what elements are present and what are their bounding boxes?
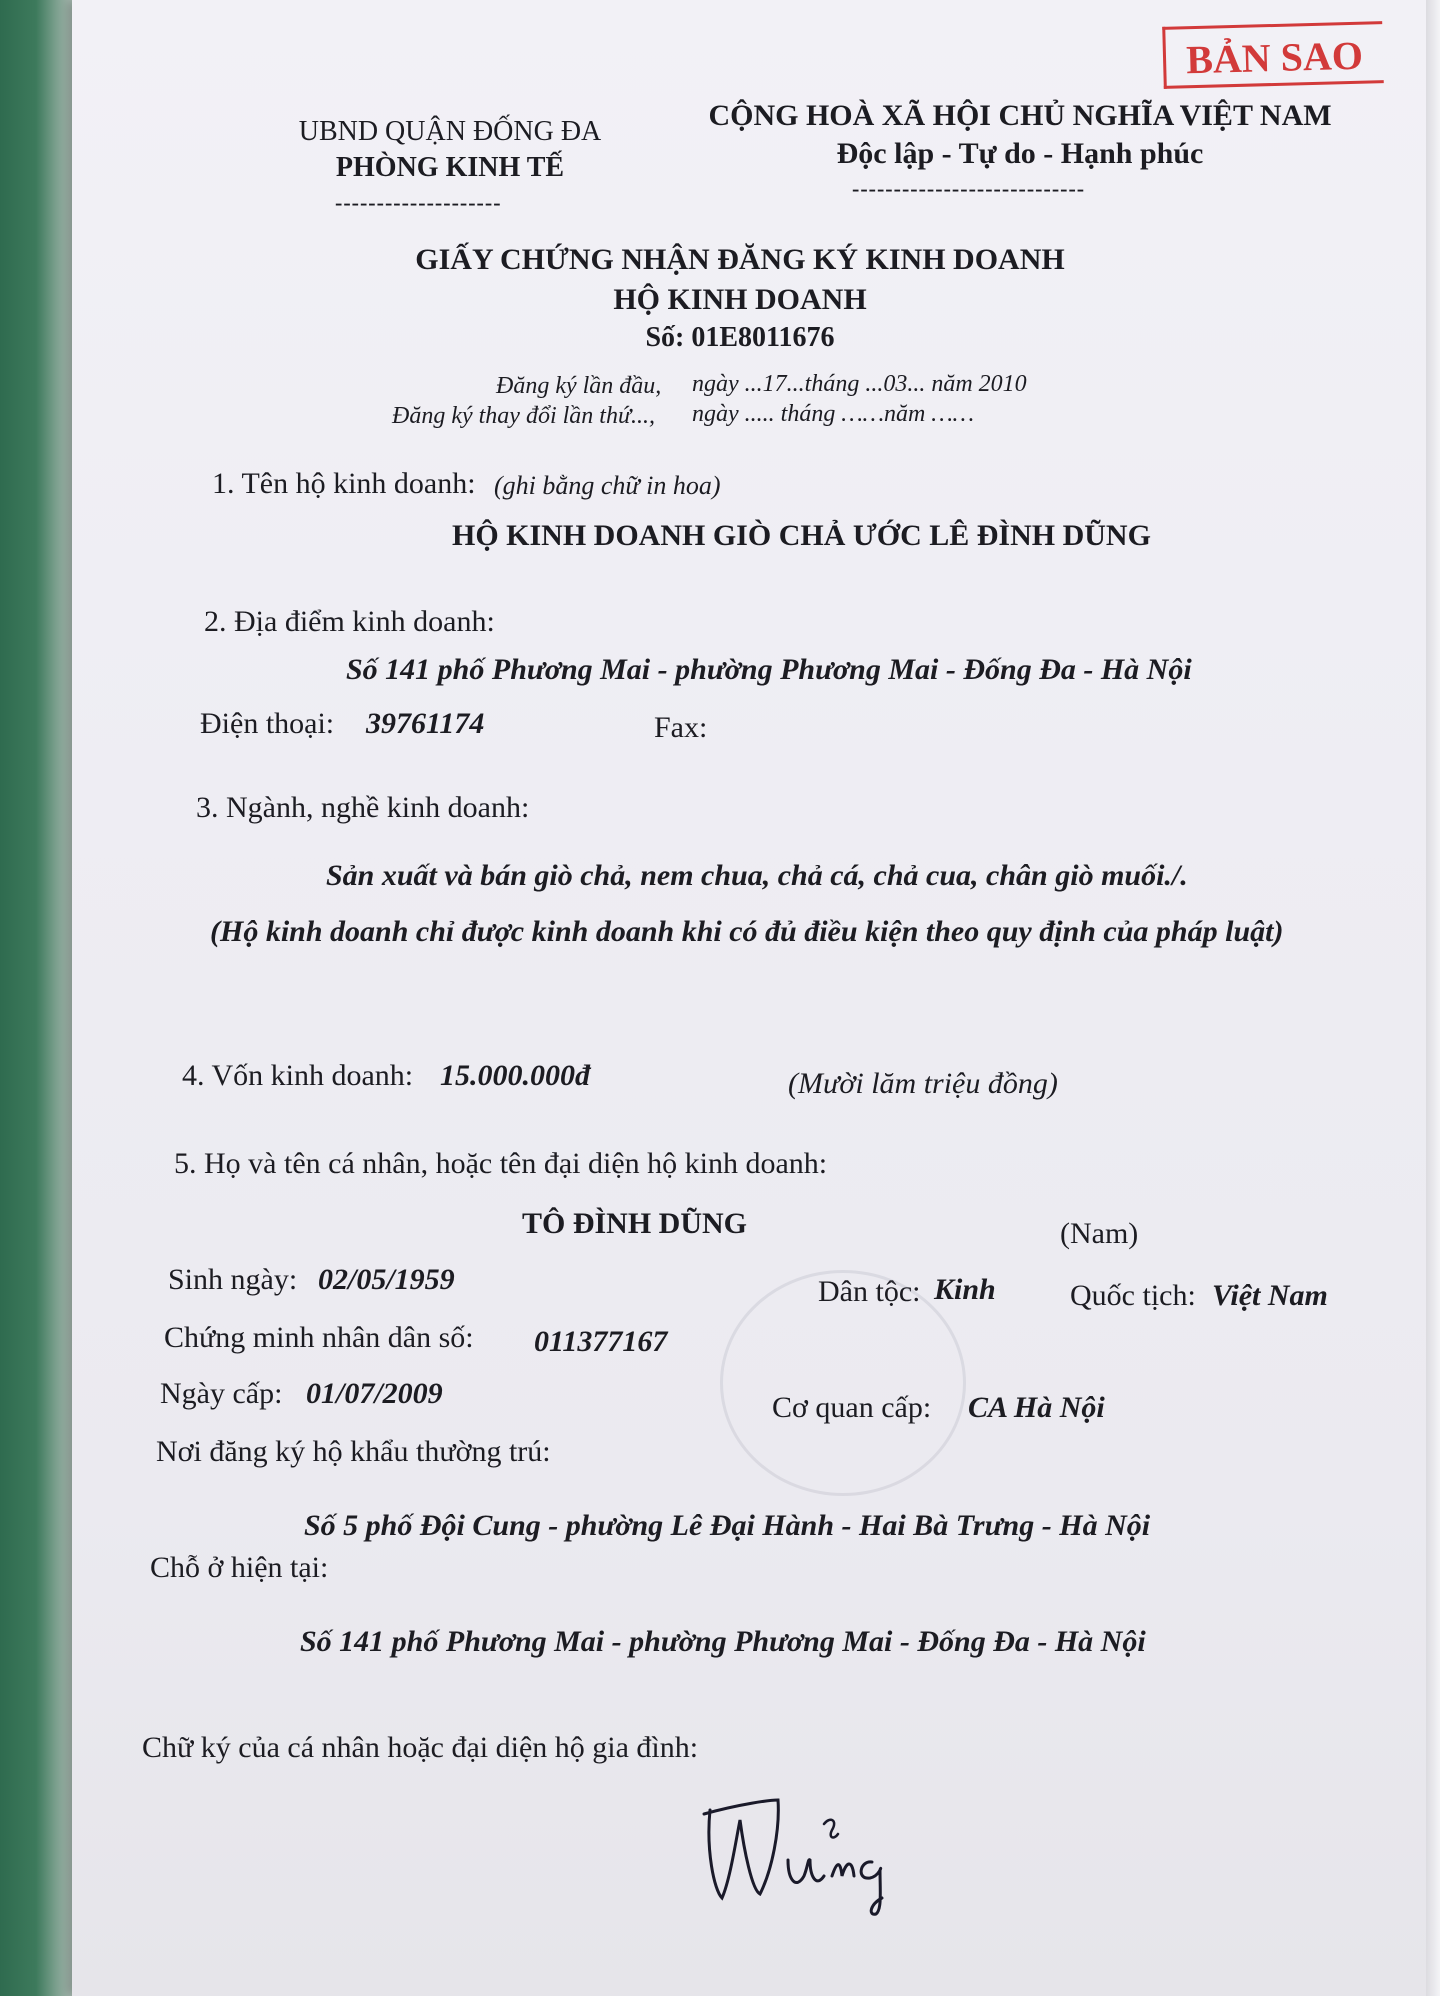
first-registration-date: ngày ...17...tháng ...03... năm 2010 [692,371,1027,397]
change-registration-date: ngày ..... tháng ……năm …… [692,401,975,427]
signature-label: Chữ ký của cá nhân hoặc đại diện hộ gia đình: [142,1731,699,1764]
business-line-value: Sản xuất và bán giò chả, nem chua, chả cá, chả cua, chân giò muối./. [326,859,1188,892]
business-location-label: 2. Địa điểm kinh doanh: [204,605,495,638]
current-address-value: Số 141 phố Phương Mai - phường Phương Mai - Đống Đa - Hà Nội [300,1625,1146,1658]
header-motto: Độc lập - Tự do - Hạnh phúc [836,137,1204,170]
current-address-label: Chỗ ở hiện tại: [150,1551,329,1584]
nationality-value: Việt Nam [1212,1279,1328,1312]
business-address: Số 141 phố Phương Mai - phường Phương Mai - Đống Đa - Hà Nội [346,653,1192,686]
first-registration-label: Đăng ký lần đầu, [496,373,662,399]
id-label: Chứng minh nhân dân số: [164,1321,474,1354]
phone-label: Điện thoại: [200,707,335,740]
residence-value: Số 5 phố Đội Cung - phường Lê Đại Hành - Hai Bà Trưng - Hà Nội [304,1509,1151,1542]
business-name-value: HỘ KINH DOANH GIÒ CHẢ ƯỚC LÊ ĐÌNH DŨNG [452,519,1151,552]
issue-date-value: 01/07/2009 [306,1377,443,1410]
header-org: UBND QUẬN ĐỐNG ĐA [298,116,602,147]
page-edge [1426,0,1440,1996]
header-country: CỘNG HOÀ XÃ HỘI CHỦ NGHĨA VIỆT NAM [708,99,1332,132]
capital-value: 15.000.000đ [440,1059,590,1092]
document-number: Số: 01E8011676 [645,322,835,353]
ethnic-label: Dân tộc: [818,1275,921,1308]
business-line-note: (Hộ kinh doanh chỉ được kinh doanh khi có đủ điều kiện theo quy định của pháp luật) [210,915,1284,948]
representative-name: TÔ ĐÌNH DŨNG [522,1207,748,1240]
id-value: 011377167 [534,1325,668,1358]
representative-label: 5. Họ và tên cá nhân, hoặc tên đại diện hộ kinh doanh: [174,1147,828,1180]
nationality-label: Quốc tịch: [1070,1279,1196,1312]
issuer-label: Cơ quan cấp: [772,1391,932,1424]
document-subtitle: HỘ KINH DOANH [613,283,867,316]
dob-label: Sinh ngày: [168,1263,298,1296]
faded-seal [720,1270,966,1496]
capital-label: 4. Vốn kinh doanh: [182,1059,414,1092]
change-registration-label: Đăng ký thay đổi lần thứ..., [392,403,656,429]
fax-label: Fax: [654,711,708,744]
copy-stamp: BẢN SAO [1162,21,1384,89]
capital-words: (Mười lăm triệu đồng) [788,1067,1058,1100]
phone-value: 39761174 [366,707,485,740]
document-title: GIẤY CHỨNG NHẬN ĐĂNG KÝ KINH DOANH [415,243,1065,276]
header-dept: PHÒNG KINH TẾ [335,152,565,183]
issuer-value: CA Hà Nội [968,1391,1105,1424]
signature-image [700,1780,940,1920]
header-right-rule: ---------------------------- [852,176,1086,201]
ethnic-value: Kinh [934,1273,996,1306]
business-name-note: (ghi bằng chữ in hoa) [494,471,721,500]
issue-date-label: Ngày cấp: [160,1377,283,1410]
dob-value: 02/05/1959 [318,1263,455,1296]
residence-label: Nơi đăng ký hộ khẩu thường trú: [156,1435,551,1468]
business-name-label: 1. Tên hộ kinh doanh: [212,467,476,500]
business-line-label: 3. Ngành, nghề kinh doanh: [196,791,530,824]
representative-gender: (Nam) [1060,1217,1139,1250]
header-left-rule: -------------------- [335,190,502,215]
